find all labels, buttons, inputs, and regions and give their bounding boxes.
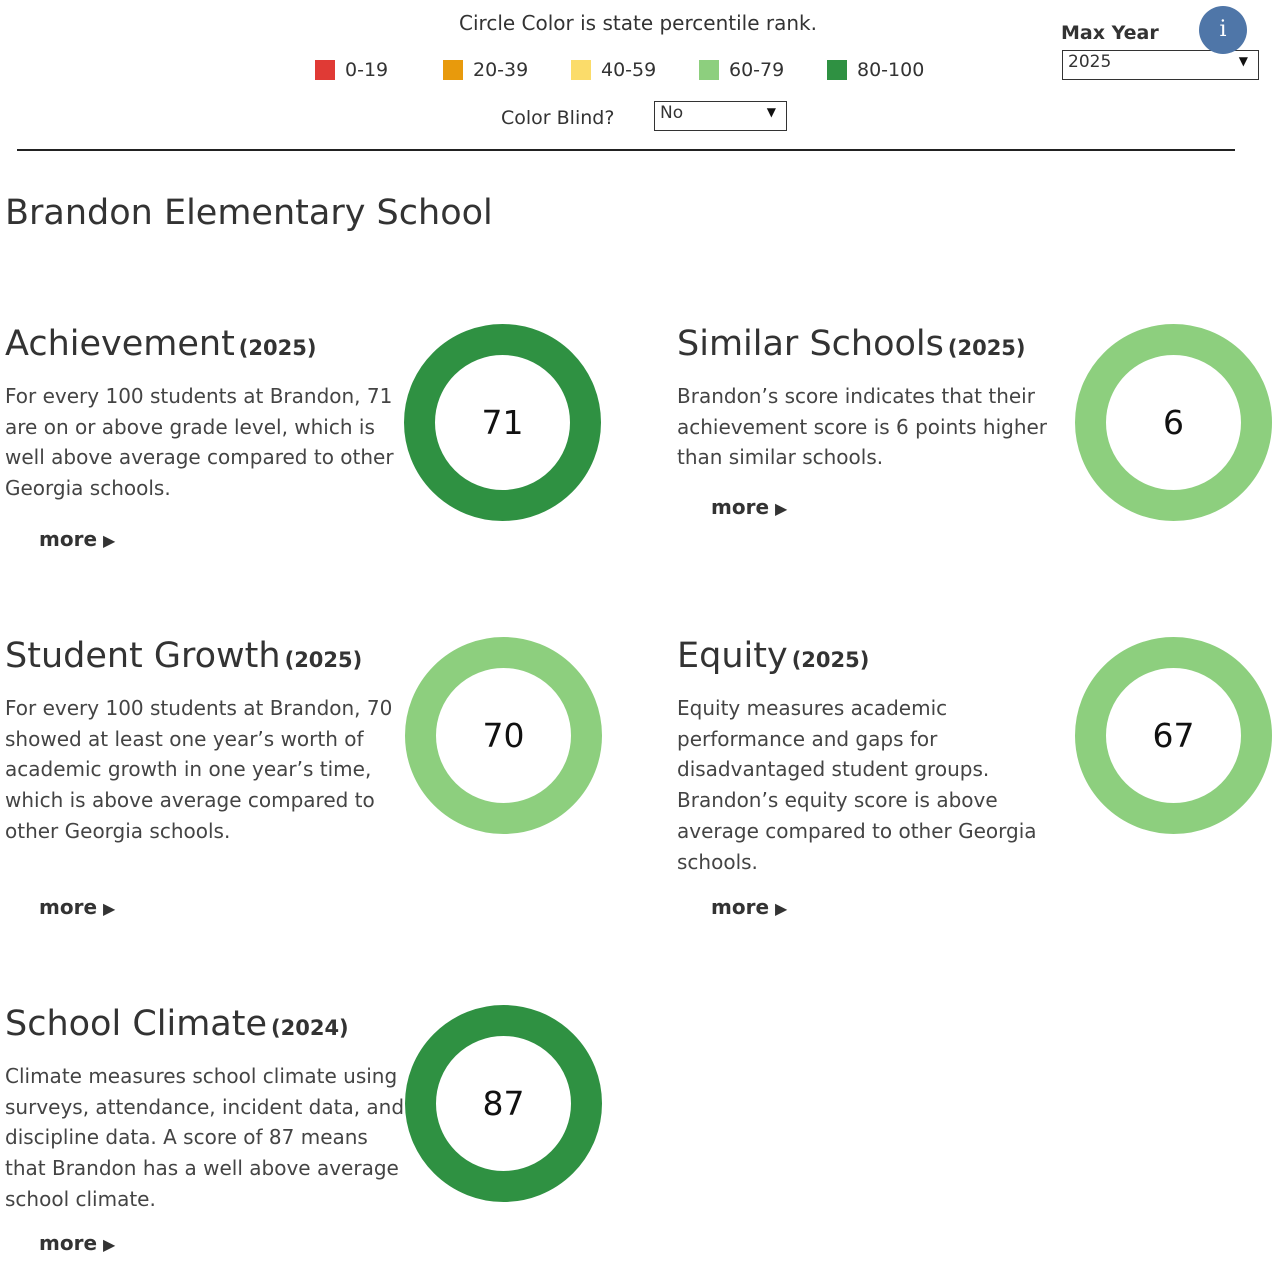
metric-title: Equity bbox=[677, 636, 788, 676]
chevron-down-icon: ▼ bbox=[766, 105, 776, 119]
metric-description: Brandon’s score indicates that their achievement score is 6 points higher than similar schools. bbox=[677, 384, 1048, 470]
legend-item-80-100 bbox=[827, 58, 924, 82]
score-value: 87 bbox=[482, 1084, 525, 1123]
metric-description: Climate measures school climate using surveys, attendance, incident data, and discipline data. A score of 87 means that Brandon has a well above average school climate. bbox=[5, 1064, 405, 1211]
color-blind-value: No bbox=[660, 103, 684, 123]
header-divider bbox=[17, 149, 1235, 151]
more-link-similar-schools[interactable] bbox=[711, 495, 787, 519]
max-year-value: 2025 bbox=[1068, 52, 1112, 72]
metric-title: School Climate bbox=[5, 1004, 268, 1044]
more-label: more bbox=[39, 1231, 98, 1255]
score-value: 6 bbox=[1163, 403, 1184, 442]
more-label: more bbox=[39, 527, 98, 551]
play-triangle-icon: ▶ bbox=[775, 899, 788, 918]
legend-label: 80-100 bbox=[857, 59, 925, 81]
metric-title-similar-schools bbox=[677, 324, 1026, 364]
score-value: 67 bbox=[1152, 716, 1195, 755]
score-ring-student-growth bbox=[405, 637, 602, 834]
color-blind-label: Color Blind? bbox=[501, 107, 615, 129]
legend-item-0-19 bbox=[315, 58, 388, 82]
legend-swatch bbox=[443, 60, 463, 80]
legend-label: 0-19 bbox=[345, 59, 389, 81]
max-year-label: Max Year bbox=[1061, 22, 1159, 44]
play-triangle-icon: ▶ bbox=[103, 531, 116, 550]
more-link-equity[interactable] bbox=[711, 895, 787, 919]
metric-title-achievement bbox=[5, 324, 316, 364]
legend-label: 40-59 bbox=[601, 59, 657, 81]
more-link-school-climate[interactable] bbox=[39, 1231, 115, 1255]
max-year-select[interactable] bbox=[1062, 50, 1259, 80]
more-link-achievement[interactable] bbox=[39, 527, 115, 551]
more-link-student-growth[interactable] bbox=[39, 895, 115, 919]
legend-title: Circle Color is state percentile rank. bbox=[459, 11, 817, 35]
metric-title: Achievement bbox=[5, 324, 235, 364]
metric-year: (2024) bbox=[271, 1016, 349, 1040]
legend-item-60-79 bbox=[699, 58, 784, 82]
metric-title: Student Growth bbox=[5, 636, 281, 676]
metric-title-student-growth bbox=[5, 636, 362, 676]
metric-description: For every 100 students at Brandon, 70 showed at least one year’s worth of academic growth in one year’s time, which is above average compared to other Georgia schools. bbox=[5, 696, 393, 843]
metric-title-equity bbox=[677, 636, 869, 676]
legend-item-20-39 bbox=[443, 58, 528, 82]
score-ring-achievement bbox=[404, 324, 601, 521]
more-label: more bbox=[39, 895, 98, 919]
chevron-down-icon: ▼ bbox=[1238, 54, 1248, 68]
score-value: 71 bbox=[481, 403, 524, 442]
legend-swatch bbox=[315, 60, 335, 80]
metric-year: (2025) bbox=[238, 336, 317, 360]
play-triangle-icon: ▶ bbox=[775, 499, 788, 518]
color-blind-select[interactable] bbox=[654, 101, 787, 131]
legend-swatch bbox=[571, 60, 591, 80]
play-triangle-icon: ▶ bbox=[103, 899, 116, 918]
metric-title-school-climate bbox=[5, 1004, 349, 1044]
page-title: Brandon Elementary School bbox=[5, 193, 493, 233]
legend-item-40-59 bbox=[571, 58, 656, 82]
metric-description: For every 100 students at Brandon, 71 are on or above grade level, which is well above average compared to other Georgia schools. bbox=[5, 384, 394, 501]
legend-label: 20-39 bbox=[473, 59, 529, 81]
more-label: more bbox=[711, 895, 770, 919]
score-ring-equity bbox=[1075, 637, 1272, 834]
score-ring-school-climate bbox=[405, 1005, 602, 1202]
score-value: 70 bbox=[482, 716, 525, 755]
legend-swatch bbox=[827, 60, 847, 80]
legend-label: 60-79 bbox=[729, 59, 785, 81]
info-icon[interactable]: i bbox=[1199, 6, 1247, 54]
metric-year: (2025) bbox=[284, 648, 363, 672]
more-label: more bbox=[711, 495, 770, 519]
metric-title: Similar Schools bbox=[677, 324, 944, 364]
metric-description: Equity measures academic performance and gaps for disadvantaged student groups. Brandon’s equity score is above average compared to other Georgia schools. bbox=[677, 696, 1037, 874]
metric-year: (2025) bbox=[947, 336, 1026, 360]
play-triangle-icon: ▶ bbox=[103, 1235, 116, 1254]
score-ring-similar-schools bbox=[1075, 324, 1272, 521]
legend-swatch bbox=[699, 60, 719, 80]
metric-year: (2025) bbox=[791, 648, 870, 672]
